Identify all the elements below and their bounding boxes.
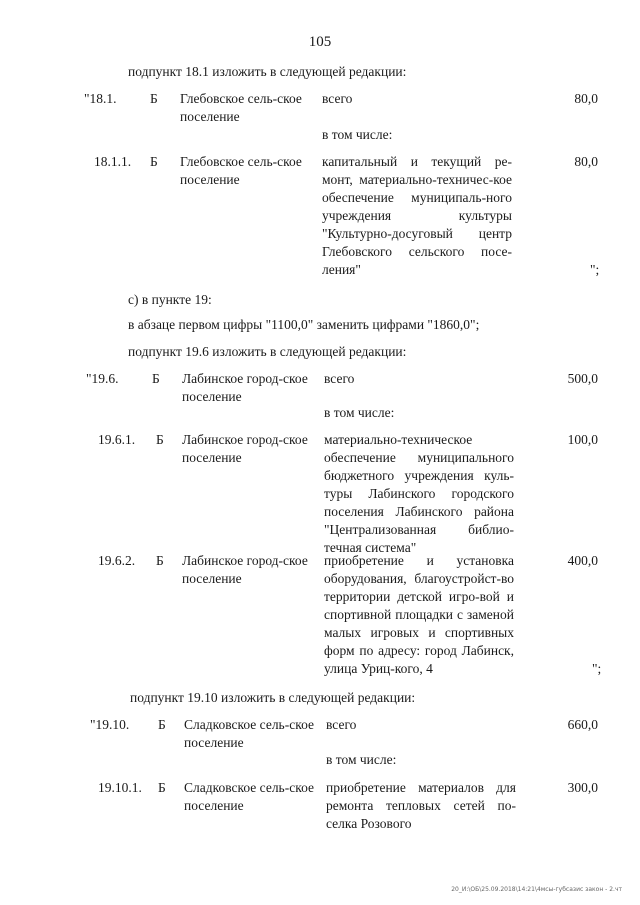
item-category: Б [156,553,164,568]
item-number: 19.10.1. [98,780,142,795]
item-description: всего [324,371,355,386]
item-number: 18.1.1. [94,154,132,169]
item-amount: 80,0 [574,154,598,169]
item-description: всего [322,91,353,106]
item-description: капитальный и текущий ре-монт, материально-техничес-кое обеспечение муниципаль-ного учреждения культуры "Культурно-досуговый центр Глебовского сельского посе-ления" [322,154,512,277]
item-number: 19.6.2. [98,553,136,568]
paragraph-first-abzac: в абзаце первом цифры "1100,0" заменить цифрами "1860,0"; [128,317,480,332]
item-settlement: Лабинское город-ское поселение [182,553,308,586]
item-amount: 660,0 [567,717,598,732]
item-settlement: Глебовское сель-ское поселение [180,154,302,187]
paragraph-subitem-18-1: подпункт 18.1 изложить в следующей редакции: [128,64,407,79]
item-settlement: Лабинское город-ское поселение [182,432,308,465]
paragraph-subitem-19-6: подпункт 19.6 изложить в следующей редакции: [128,344,407,359]
item-category: Б [150,91,158,106]
item-category: Б [158,780,166,795]
item-amount: 80,0 [574,91,598,106]
item-category: Б [152,371,160,386]
item-description: приобретение материалов для ремонта тепловых сетей по-селка Розового [326,780,516,831]
item-number: "18.1. [84,91,117,106]
item-settlement: Сладковское сель-ское поселение [184,717,314,750]
item-amount: 500,0 [567,371,598,386]
item-settlement: Сладковское сель-ское поселение [184,780,314,813]
item-settlement: Глебовское сель-ское поселение [180,91,302,124]
item-amount: 400,0 [567,553,598,568]
item-number: "19.6. [86,371,119,386]
item-category: Б [158,717,166,732]
paragraph-subitem-19-10: подпункт 19.10 изложить в следующей редакции: [130,690,416,705]
item-category: Б [150,154,158,169]
item-description: приобретение и установка оборудования, благоустройст-во территории детской игро-вой и спортивной площадки с заменой малых игровых и спортивных форм по адресу: город Лабинск, улица Уриц-кого, 4 [324,553,514,676]
item-description: материально-техническое обеспечение муниципального бюджетного учреждения куль-туры Лабинского городского поселения Лабинского района "Централизованная библио-течная система" [324,432,514,555]
item-number: "19.10. [90,717,130,732]
item-amount: 300,0 [567,780,598,795]
including-label: в том числе: [324,405,395,420]
item-amount: 100,0 [567,432,598,447]
paragraph-item-19: с) в пункте 19: [128,292,212,307]
item-description: всего [326,717,357,732]
including-label: в том числе: [326,752,397,767]
item-category: Б [156,432,164,447]
closing-quote: "; [592,661,602,676]
closing-quote: "; [590,262,600,277]
page-number: 105 [308,34,332,50]
item-number: 19.6.1. [98,432,136,447]
item-settlement: Лабинское город-ское поселение [182,371,308,404]
document-footer: 20_И:\ОБ\25.09.2018\14:21\4мсы-губсазис закон - 2.чт [451,886,622,893]
including-label: в том числе: [322,127,393,142]
